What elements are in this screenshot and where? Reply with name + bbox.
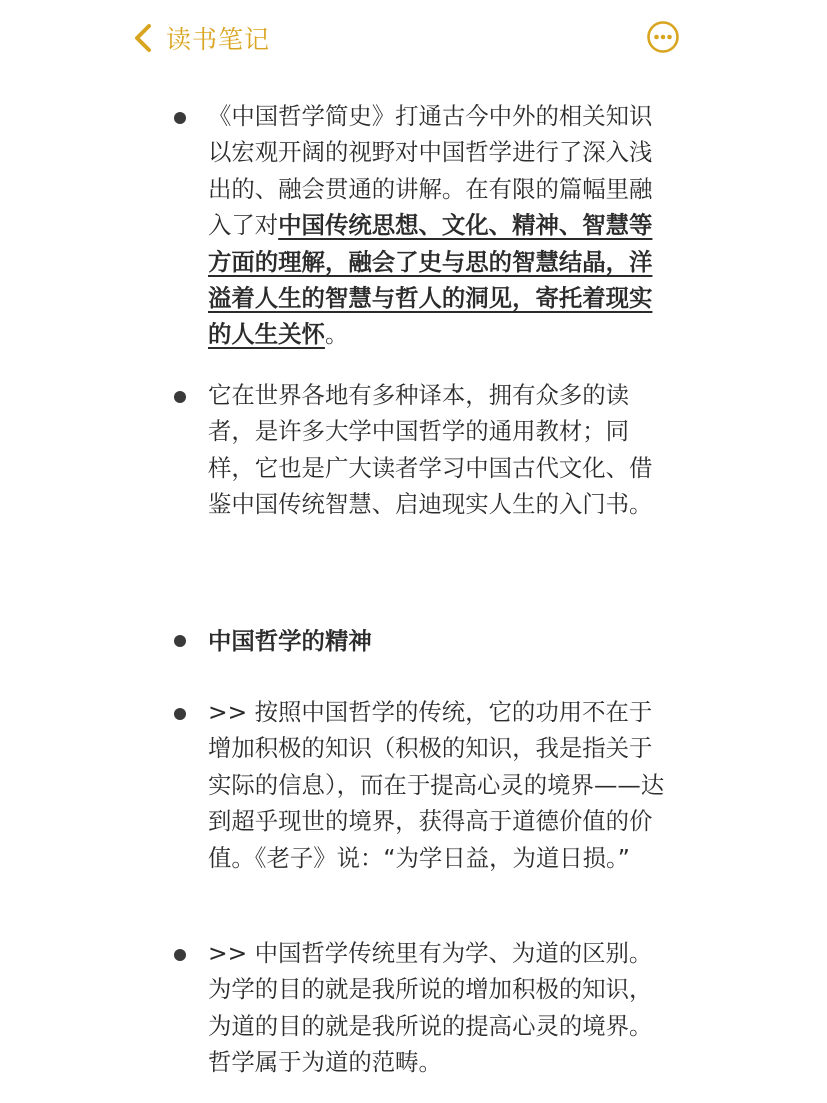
paragraph-text: 《中国哲学简史》打通古今中外的相关知识以宏观开阔的视野对中国哲学进行了深入浅出的、融会贯通的讲解。在有限的篇幅里融入了对 <box>208 102 653 240</box>
bullet-dot <box>174 949 186 961</box>
paragraph-text-end: 。 <box>324 320 349 349</box>
highlighted-text: 中国传统思想、文化、精神、智慧等方面的理解，融会了史与思的智慧结晶，洋溢着人生的智慧与哲人的洞见，寄托着现实的人生关怀 <box>208 211 653 349</box>
bullet-dot <box>174 635 186 647</box>
bullet-dot <box>174 112 186 124</box>
note-paragraph: >> 中国哲学传统里有为学、为道的区别。为学的目的就是我所说的增加积极的知识，为道的目的就是我所说的提高心灵的境界。哲学属于为道的范畴。 <box>208 939 653 1077</box>
note-paragraph: 它在世界各地有多种译本，拥有众多的读者，是许多大学中国哲学的通用教材；同样，它也是广大读者学习中国古代文化、借鉴中国传统智慧、启迪现实人生的入门书。 <box>208 381 653 519</box>
bullet-dot <box>174 708 186 720</box>
section-heading: 中国哲学的精神 <box>208 627 372 655</box>
note-paragraph <box>208 98 670 353</box>
bullet-dot <box>174 391 186 403</box>
back-label: 读书笔记 <box>166 25 271 54</box>
note-paragraph: >> 按照中国哲学的传统，它的功用不在于增加积极的知识（积极的知识，我是指关于实际的信息），而在于提高心灵的境界——达到超乎现世的境界，获得高于道德价值的价值。《老子》说：“为学日益，为道日损。” <box>208 698 665 872</box>
